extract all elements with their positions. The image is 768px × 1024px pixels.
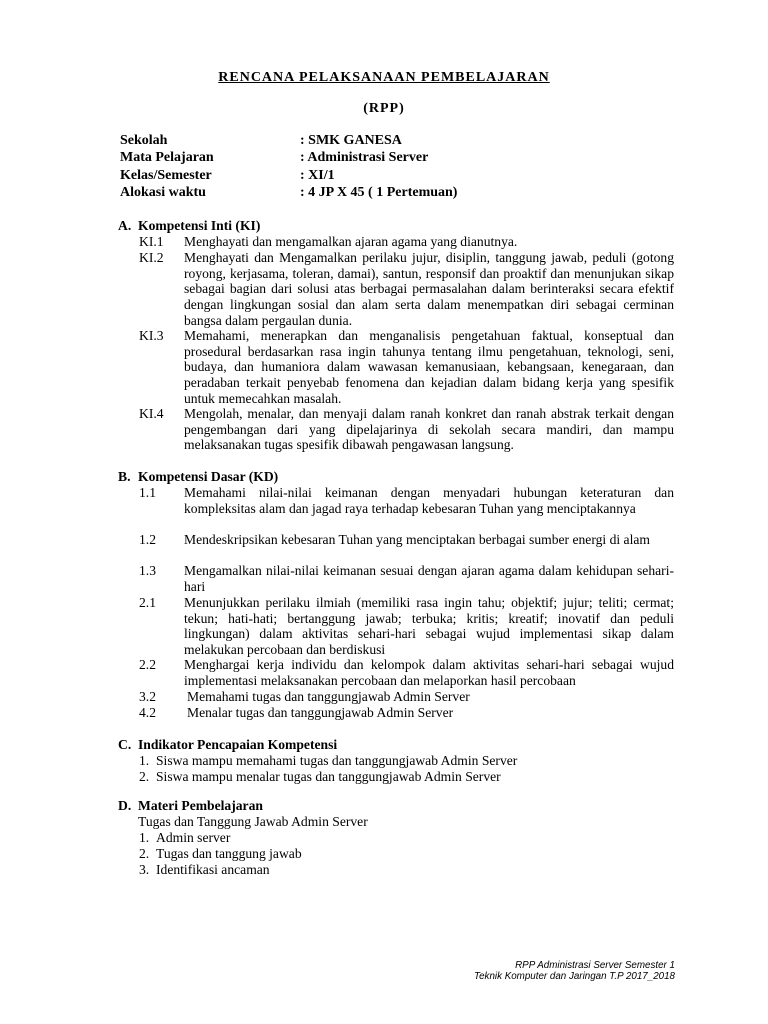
section-title: Kompetensi Dasar (KD) xyxy=(138,469,279,484)
section-letter: C. xyxy=(118,737,132,752)
document-subtitle: (RPP) xyxy=(363,101,405,116)
identity-row xyxy=(120,168,457,185)
item-text: Mengamalkan nilai-nilai keimanan sesuai dengan ajaran agama dalam kehidupan sehari-hari xyxy=(184,563,674,594)
identity-row xyxy=(120,185,457,202)
item-text: Tugas dan tanggung jawab xyxy=(156,846,302,861)
materi-item xyxy=(139,846,302,862)
indicator-item xyxy=(139,753,517,769)
section-b-heading xyxy=(118,469,278,485)
materi-item xyxy=(139,862,270,878)
identity-value: : XI/1 xyxy=(300,167,335,183)
identity-label: Sekolah xyxy=(120,133,168,148)
materi-intro: Tugas dan Tanggung Jawab Admin Server xyxy=(138,814,368,829)
section-title: Materi Pembelajaran xyxy=(138,798,263,813)
item-number: 1.3 xyxy=(139,563,156,578)
item-number: 1. xyxy=(139,753,150,768)
item-number: 3.2 xyxy=(139,689,156,704)
identity-label: Mata Pelajaran xyxy=(120,150,214,166)
page-footer xyxy=(474,960,675,982)
item-number: KI.4 xyxy=(139,406,164,421)
item-text: Mendeskripsikan kebesaran Tuhan yang menciptakan berbagai sumber energi di alam xyxy=(184,532,650,547)
item-number: 1.2 xyxy=(139,532,156,547)
materi-item xyxy=(139,830,230,846)
item-number: 4.2 xyxy=(139,705,156,720)
document-title: RENCANA PELAKSANAAN PEMBELAJARAN xyxy=(218,70,550,85)
item-text: Menghargai kerja individu dan kelompok dalam aktivitas sehari-hari sebagai wujud implementasi melaksanakan percobaan dan melaporkan hasil percobaan xyxy=(184,657,674,688)
item-number: 2. xyxy=(139,846,150,861)
section-title: Indikator Pencapaian Kompetensi xyxy=(138,737,338,752)
identity-row xyxy=(120,133,457,150)
item-number: KI.3 xyxy=(139,328,164,343)
item-text: Mengolah, menalar, dan menyaji dalam ranah konkret dan ranah abstrak terkait dengan pengembangan dari yang dipelajarinya di sekolah secara mandiri, dan mampu melaksanakan tugas spesifik dibawah pengawasan langsung. xyxy=(184,406,674,453)
item-number: 2.1 xyxy=(139,595,156,610)
item-number: KI.1 xyxy=(139,234,164,249)
item-text: Identifikasi ancaman xyxy=(156,862,270,877)
identity-label: Alokasi waktu xyxy=(120,184,206,200)
item-text: Siswa mampu menalar tugas dan tanggungjawab Admin Server xyxy=(156,769,501,784)
item-text: Siswa mampu memahami tugas dan tanggungjawab Admin Server xyxy=(156,753,518,768)
item-text: Memahami nilai-nilai keimanan dengan menyadari hubungan keteraturan dan kompleksitas alam dan jagad raya terhadap kebesaran Tuhan yang menciptakannya xyxy=(184,485,674,516)
item-text: Memahami, menerapkan dan menganalisis pengetahuan faktual, konseptual dan prosedural berdasarkan rasa ingin tahunya tentang ilmu pengetahuan, teknologi, seni, budaya, dan humaniora dalam wawasan kemanusiaan, kebangsaan, kenegaraan, dan peradaban terkait penyebab fenomena dan kejadian dalam bidang kerja yang spesifik untuk memecahkan masalah. xyxy=(184,328,674,406)
identity-value: : Administrasi Server xyxy=(300,150,429,166)
identity-value: : SMK GANESA xyxy=(300,133,402,148)
section-a-heading xyxy=(118,218,260,234)
item-text: Menalar tugas dan tanggungjawab Admin Server xyxy=(187,705,454,720)
item-number: 1. xyxy=(139,830,150,845)
item-number: 1.1 xyxy=(139,485,156,500)
item-text: Memahami tugas dan tanggungjawab Admin Server xyxy=(187,689,470,704)
section-d-heading xyxy=(118,798,263,814)
identity-table xyxy=(120,133,457,202)
section-letter: B. xyxy=(118,469,131,484)
footer-line-1: RPP Administrasi Server Semester 1 xyxy=(515,960,675,971)
section-c-heading xyxy=(118,737,337,753)
identity-row xyxy=(120,150,457,167)
section-title: Kompetensi Inti (KI) xyxy=(138,218,261,233)
section-letter: A. xyxy=(118,218,132,233)
item-text: Admin server xyxy=(156,830,231,845)
footer-line-2: Teknik Komputer dan Jaringan T.P 2017_2018 xyxy=(474,971,675,982)
indicator-item xyxy=(139,769,501,785)
item-number: KI.2 xyxy=(139,250,164,265)
item-text: Menghayati dan Mengamalkan perilaku jujur, disiplin, tanggung jawab, peduli (gotong royong, kerjasama, toleran, damai), santun, responsif dan proaktif dan menunjukan sikap sebagai bagian dari solusi atas berbagai permasalahan dalam berinteraksi secara efektif dengan lingkungan sosial dan alam serta dalam menempatkan diri sebagai cerminan bangsa dalam pergaulan dunia. xyxy=(184,250,674,328)
identity-value: : 4 JP X 45 ( 1 Pertemuan) xyxy=(300,184,458,200)
identity-label: Kelas/Semester xyxy=(120,167,212,183)
item-number: 3. xyxy=(139,862,150,877)
section-letter: D. xyxy=(118,798,132,813)
item-text: Menunjukkan perilaku ilmiah (memiliki rasa ingin tahu; objektif; jujur; teliti; cermat; tekun; hati-hati; bertanggung jawab; terbuka; kritis; kreatif; inovatif dan peduli lingkungan) dalam aktivitas sehari-hari sebagai wujud implementasi sikap dalam melakukan percobaan dan berdiskusi xyxy=(184,595,674,658)
item-text: Menghayati dan mengamalkan ajaran agama yang dianutnya. xyxy=(184,234,518,249)
item-number: 2.2 xyxy=(139,657,156,672)
item-number: 2. xyxy=(139,769,150,784)
